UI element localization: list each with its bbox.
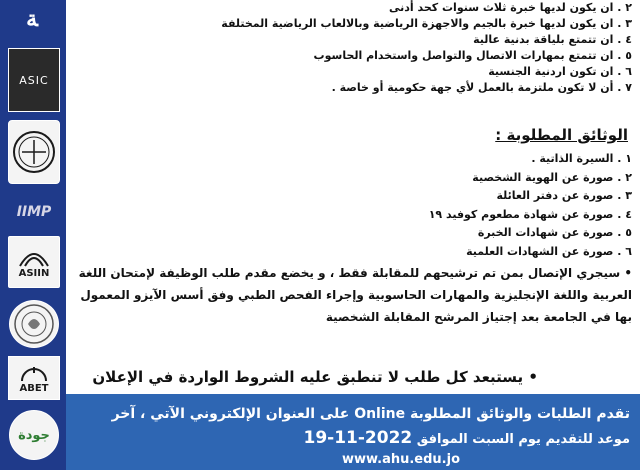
requirement-item: ٦ . ان تكون اردنية الجنسية — [488, 65, 632, 78]
asic-logo: ASIC — [8, 48, 60, 112]
interview-note: • سيجري الإتصال بمن تم ترشيحهم للمقابلة فقط ، و يخضع مقدم طلب الوظيفة لإمتحان اللغة العربية واللغة الإنجليزية والمهارات الحاسوبية وإجراء الفحص الطبي وفق أسس الآيزو المعمول بها في الجامعة بعد إجتياز المرشح المقابلة الشخصية — [78, 266, 632, 324]
acpe-emblem-icon — [10, 124, 58, 180]
document-item: ٥ . صورة عن شهادات الخبرة — [477, 226, 632, 239]
asiin-label: ASIIN — [18, 267, 50, 279]
abet-arc-icon — [19, 363, 49, 383]
iimp-logo: IIMP — [16, 204, 52, 220]
quality-logo: جودة — [9, 410, 59, 460]
requirement-item: ٣ . ان يكون لديها خبرة بالجيم والاجهزة الرياضية وبالالعاب الرياضية المختلفة — [221, 17, 632, 30]
requirement-item: ٥ . ان تتمتع بمهارات الاتصال والتواصل واستخدام الحاسوب — [313, 49, 632, 62]
announcement-document — [72, 0, 636, 392]
documents-heading: الوثائق المطلوبة : — [495, 126, 628, 144]
accreditation-sidebar — [0, 0, 66, 470]
document-item: ٦ . صورة عن الشهادات العلمية — [466, 244, 632, 258]
document-item: ٣ . صورة عن دفتر العائلة — [496, 189, 632, 202]
document-item: ٢ . صورة عن الهوية الشخصية — [472, 170, 632, 184]
seal-logo — [9, 300, 59, 348]
requirement-item: ٢ . ان يكون لديها خبرة ثلاث سنوات كحد أدنى — [388, 1, 632, 14]
requirement-item: ٤ . ان تتمتع بلياقة بدنية عالية — [473, 33, 632, 46]
application-banner — [66, 394, 640, 470]
seal-icon — [12, 302, 56, 346]
abet-logo — [8, 356, 60, 400]
deadline-label: موعد للتقديم يوم السبت الموافق — [416, 432, 630, 447]
requirement-item: ٧ . أن لا تكون ملتزمة بالعمل لأي جهة حكومية أو خاصة . — [331, 81, 632, 94]
sidebar-top-glyph: ﺔ — [26, 6, 38, 32]
asiin-logo — [8, 236, 60, 288]
requirements-list — [221, 0, 632, 96]
document-item: ١ . السيرة الذاتية . — [531, 152, 632, 165]
exclusion-note: • يستبعد كل طلب لا تنطبق عليه الشروط الواردة في الإعلان — [92, 368, 538, 386]
banner-line-2 — [304, 428, 631, 448]
abet-label: ABET — [19, 382, 49, 394]
documents-list — [429, 150, 632, 261]
banner-line-1: تقدم الطلبات والوثائق المطلوبة Online على العنوان الإلكتروني الآتي ، آخر — [111, 406, 630, 422]
deadline-date: 19-11-2022 — [303, 428, 413, 448]
document-item: ٤ . صورة عن شهادة مطعوم كوفيد ١٩ — [428, 207, 632, 221]
asiin-arch-icon — [16, 246, 52, 268]
acpe-logo — [8, 120, 60, 184]
website-link[interactable]: www.ahu.edu.jo — [341, 452, 460, 467]
